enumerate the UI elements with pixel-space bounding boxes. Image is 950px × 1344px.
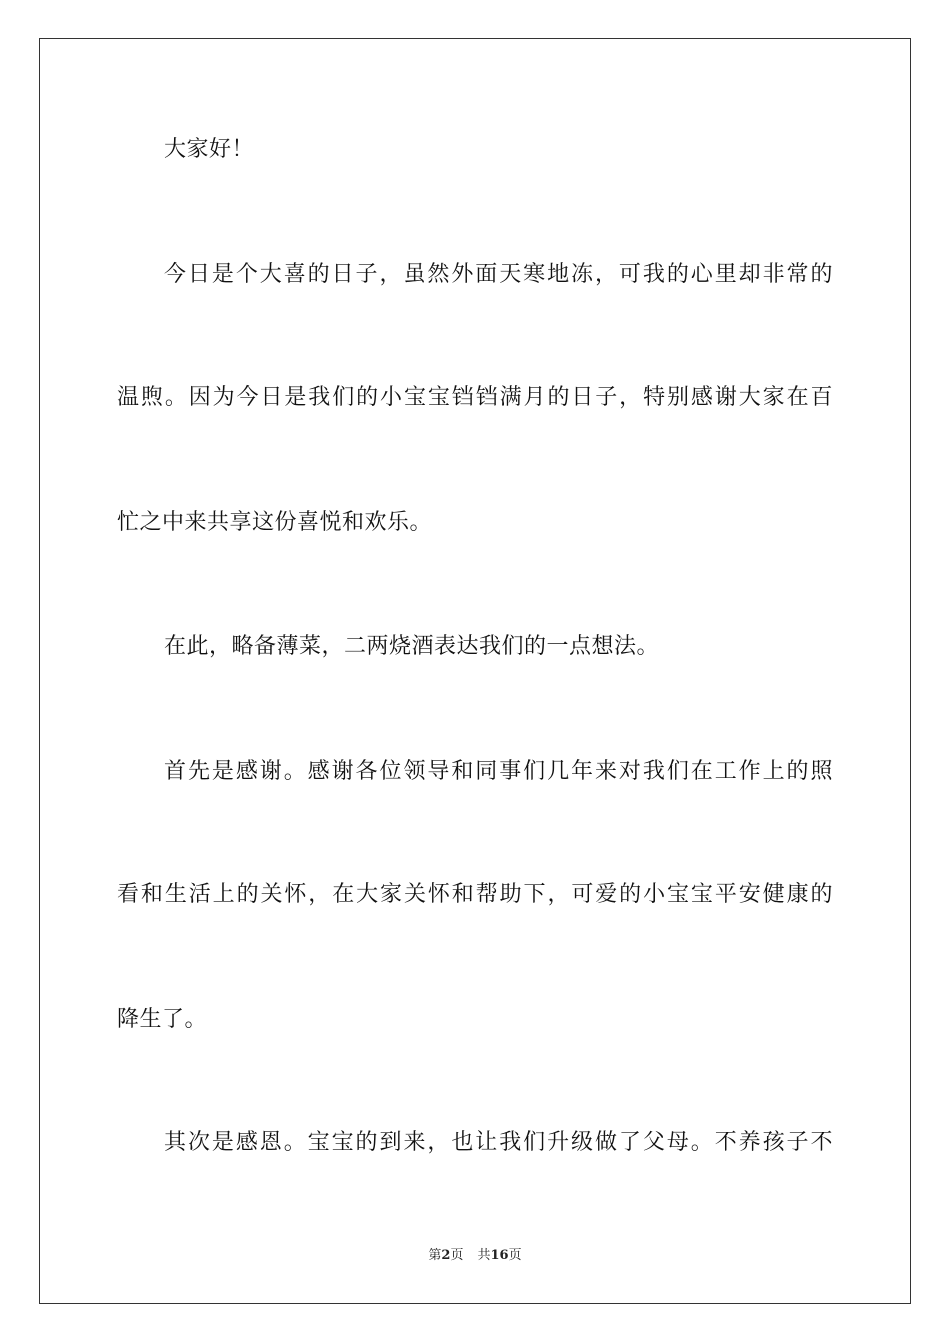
page-border	[39, 38, 911, 1304]
page-footer	[0, 1247, 950, 1265]
page-number: 2	[441, 1248, 451, 1263]
paragraph-3-line-2: 看和生活上的关怀，在大家关怀和帮助下，可爱的小宝宝平安健康的	[117, 882, 833, 907]
total-pages: 16	[490, 1248, 509, 1263]
total-suffix: 页	[508, 1248, 522, 1263]
paragraph-2-line-1: 在此，略备薄菜，二两烧酒表达我们的一点想法。	[164, 634, 660, 659]
paragraph-1-line-1: 今日是个大喜的日子，虽然外面天寒地冻，可我的心里却非常的	[164, 262, 833, 287]
greeting-line: 大家好！	[164, 137, 255, 162]
total-prefix: 共	[477, 1248, 491, 1263]
page-prefix: 第	[428, 1248, 442, 1263]
paragraph-3-line-3: 降生了。	[117, 1007, 208, 1032]
paragraph-1-line-2: 温煦。因为今日是我们的小宝宝铛铛满月的日子，特别感谢大家在百	[117, 385, 833, 410]
paragraph-4-line-1: 其次是感恩。宝宝的到来，也让我们升级做了父母。不养孩子不	[164, 1130, 833, 1155]
page-suffix: 页	[450, 1248, 464, 1263]
paragraph-3-line-1: 首先是感谢。感谢各位领导和同事们几年来对我们在工作上的照	[164, 759, 833, 784]
paragraph-1-line-3: 忙之中来共享这份喜悦和欢乐。	[117, 510, 433, 535]
